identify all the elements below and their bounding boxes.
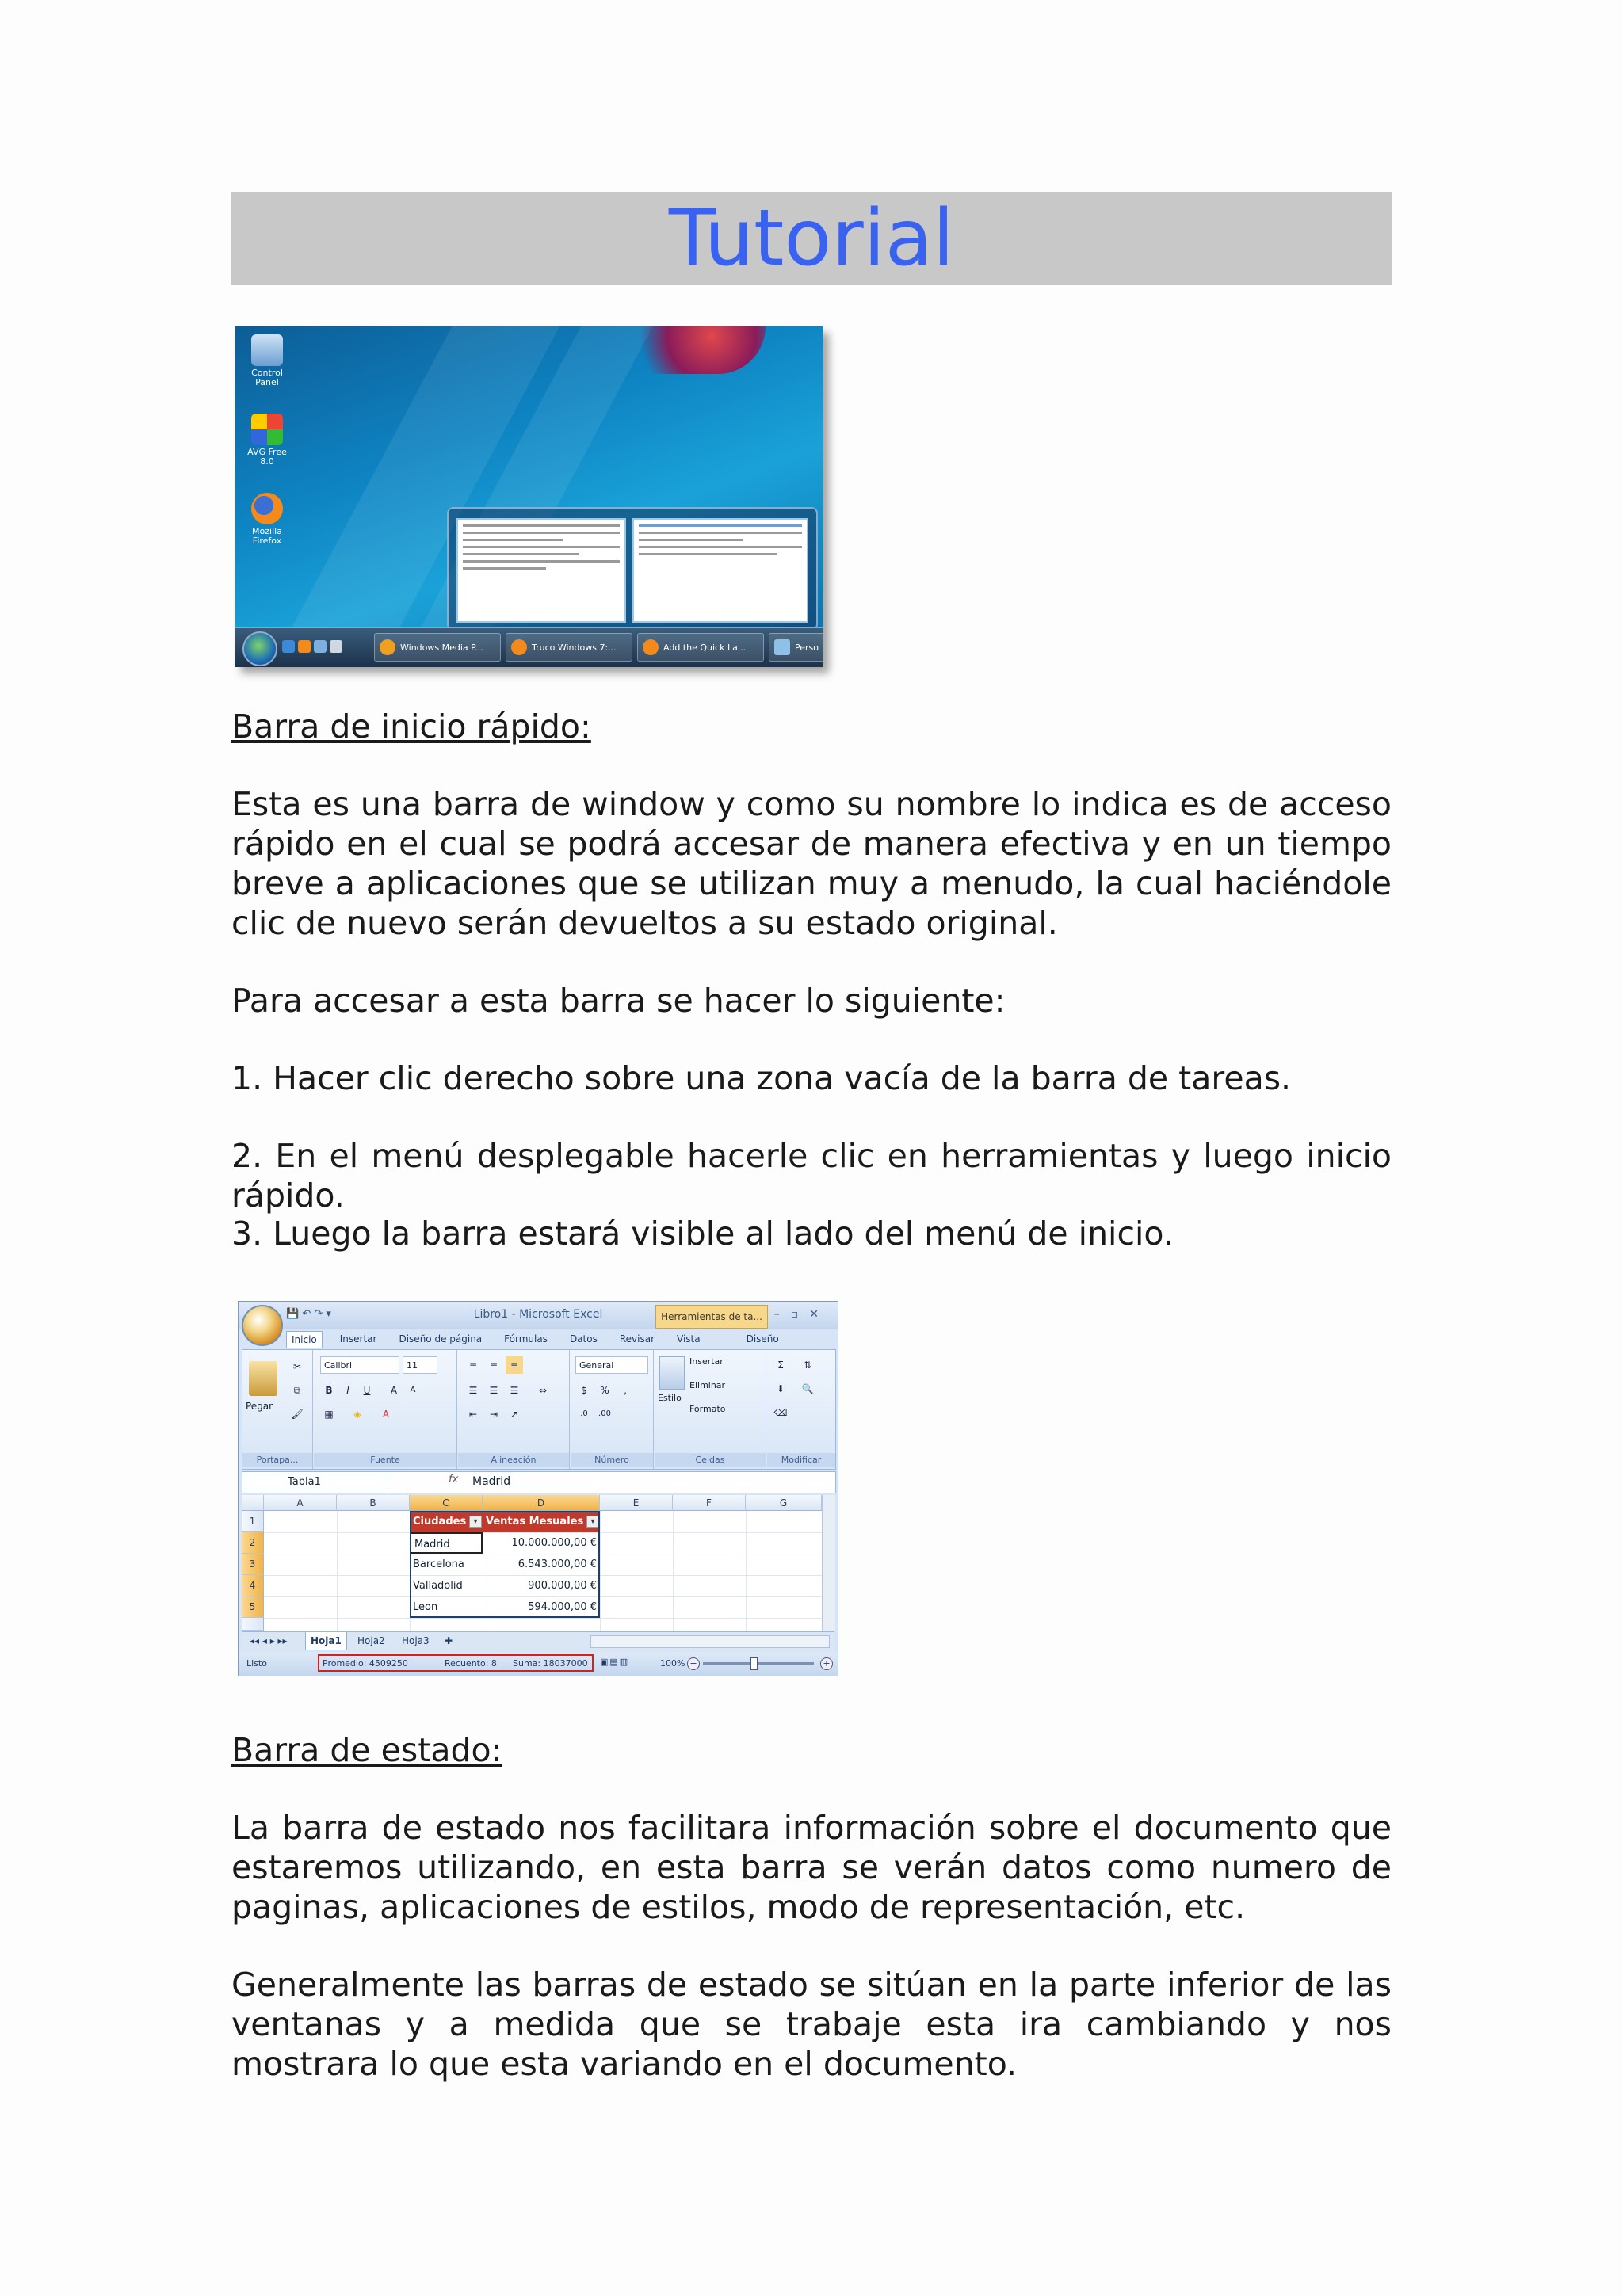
horizontal-scrollbar[interactable] (590, 1635, 830, 1648)
fx-icon[interactable]: fx (449, 1474, 459, 1486)
styles-icon[interactable] (659, 1356, 685, 1390)
row-header[interactable]: 3 (242, 1554, 264, 1575)
view-buttons[interactable]: ▣▤▥ (600, 1657, 630, 1667)
avg-icon (251, 414, 283, 445)
sheet-tabs-bar (242, 1631, 834, 1651)
step-1: 1. Hacer clic derecho sobre una zona vacía de la barra de tareas. (231, 1059, 1292, 1097)
group-number (571, 1350, 654, 1469)
contextual-tab-table-tools[interactable]: Herramientas de ta... (655, 1305, 768, 1329)
align-middle-icon[interactable]: ≡ (489, 1360, 498, 1371)
font-color-icon[interactable]: A (382, 1409, 390, 1420)
firefox-icon (251, 493, 283, 524)
sheet-tab-hoja3[interactable]: Hoja3 (402, 1635, 430, 1646)
shrink-font-icon[interactable]: A (410, 1386, 416, 1394)
monitor-icon (774, 639, 790, 655)
zoom-slider-knob[interactable] (750, 1657, 758, 1670)
align-bottom-icon[interactable]: ≡ (506, 1356, 523, 1374)
font-size-select[interactable]: 11 (403, 1356, 437, 1374)
paragraph: La barra de estado nos facilitara información sobre el documento que estaremos utilizando, en esta barra se verán datos como numero de paginas, aplicaciones de estilos, modo de representación, etc. (231, 1809, 1392, 1926)
group-clipboard (242, 1350, 313, 1469)
media-player-icon (380, 639, 395, 655)
styles-label[interactable]: Estilo (658, 1393, 682, 1403)
taskbar-item-media-player[interactable] (374, 633, 501, 662)
taskbar (235, 627, 823, 667)
find-icon[interactable]: 🔍 (801, 1383, 814, 1394)
align-top-icon[interactable]: ≡ (468, 1360, 478, 1371)
office-button[interactable] (242, 1305, 283, 1346)
ribbon-tabs (286, 1329, 784, 1349)
name-box[interactable]: Tabla1 (246, 1474, 388, 1489)
format-painter-icon[interactable]: 🖌 (291, 1409, 304, 1420)
table-cell[interactable]: 900.000,00 € (528, 1580, 597, 1592)
orientation-icon[interactable]: ↗ (510, 1409, 519, 1420)
desktop-icon-avg[interactable] (242, 414, 292, 467)
gridline (673, 1511, 674, 1631)
taskbar-thumbnail-previews (447, 507, 818, 631)
taskbar-item-firefox-2[interactable] (637, 633, 764, 662)
row-header[interactable]: 4 (242, 1575, 264, 1596)
paragraph: Esta es una barra de window y como su nombre lo indica es de acceso rápido en el cual se podrá accesar de manera efectiva y en un tiempo breve a aplicaciones que se utilizan muy a menudo, la cual haciéndole clic de nuevo serán devueltos a su estado original. (231, 785, 1392, 942)
number-format-select[interactable]: General (575, 1356, 648, 1374)
fish-graphic (631, 326, 766, 374)
taskbar-item-label: Perso (795, 642, 819, 653)
tab-insertar[interactable]: Insertar (339, 1333, 377, 1344)
table-cell[interactable]: 6.543.000,00 € (517, 1558, 597, 1570)
tab-revisar[interactable]: Revisar (619, 1333, 655, 1344)
group-label: Alineación (458, 1453, 569, 1467)
tab-datos[interactable]: Datos (569, 1333, 598, 1344)
borders-icon[interactable]: ▦ (324, 1409, 334, 1420)
table-header-cell[interactable]: Ventas Mesuales ▾ (483, 1511, 600, 1532)
group-label: Portapa... (242, 1453, 312, 1467)
page-title: Tutorial (668, 193, 955, 284)
decrease-indent-icon[interactable]: ⇤ (468, 1409, 478, 1420)
taskbar-item-personalize[interactable] (769, 633, 823, 662)
desktop-icon-control-panel[interactable] (242, 334, 292, 387)
align-left-icon[interactable]: ☰ (468, 1385, 478, 1396)
column-header[interactable]: G (746, 1495, 822, 1511)
gridline (337, 1511, 338, 1631)
step-2: 2. En el menú desplegable hacerle clic en herramientas y luego inicio rápido. (231, 1137, 1392, 1215)
tab-diseno[interactable]: Diseño (746, 1333, 779, 1344)
group-font (314, 1350, 457, 1469)
underline-button[interactable]: U (363, 1385, 371, 1396)
clear-icon[interactable]: ⌫ (773, 1407, 788, 1418)
copy-icon[interactable]: ⧉ (293, 1385, 301, 1396)
grow-font-icon[interactable]: A (390, 1385, 398, 1396)
group-alignment (458, 1350, 570, 1469)
window-thumbnail[interactable] (456, 518, 626, 623)
gridline (746, 1511, 747, 1631)
format-cells-button[interactable]: Formato (689, 1404, 726, 1414)
group-label: Número (571, 1453, 653, 1467)
formula-bar (242, 1471, 836, 1493)
sheet-tab-hoja2[interactable]: Hoja2 (357, 1635, 385, 1646)
currency-icon[interactable]: $ (581, 1385, 587, 1396)
group-label: Fuente (314, 1453, 456, 1467)
column-header[interactable]: C (410, 1495, 483, 1511)
taskbar-item-label: Windows Media P... (400, 642, 483, 653)
row-header[interactable]: 2 (242, 1532, 264, 1554)
zoom-slider[interactable] (703, 1662, 814, 1665)
zoom-level[interactable]: 100% (660, 1658, 685, 1669)
column-header[interactable]: F (673, 1495, 746, 1511)
control-panel-icon (251, 334, 283, 366)
desktop-icon-label: AVG Free 8.0 (247, 447, 287, 467)
formula-input[interactable]: Madrid (472, 1475, 511, 1488)
step-3: 3. Luego la barra estará visible al lado del menú de inicio. (231, 1215, 1174, 1253)
window-controls[interactable]: –▫✕ (773, 1308, 830, 1321)
taskbar-item-label: Add the Quick La... (663, 642, 747, 653)
row-header[interactable]: 5 (242, 1596, 264, 1618)
section-heading-quick-launch: Barra de inicio rápido: (231, 707, 591, 746)
table-cell[interactable]: 10.000.000,00 € (511, 1537, 597, 1549)
firefox-icon[interactable] (298, 640, 311, 653)
table-outline (410, 1511, 600, 1618)
gridline (264, 1618, 822, 1619)
taskbar-item-label: Truco Windows 7:... (532, 642, 617, 653)
excel-titlebar (239, 1302, 838, 1329)
comma-icon[interactable]: , (624, 1385, 627, 1396)
decrease-decimal-icon[interactable]: .00 (598, 1409, 611, 1418)
align-right-icon[interactable]: ☰ (510, 1385, 519, 1396)
status-average: Promedio: 4509250 (323, 1658, 408, 1669)
paste-icon[interactable] (249, 1361, 277, 1396)
align-center-icon[interactable]: ☰ (489, 1385, 498, 1396)
font-name-select[interactable]: Calibri (320, 1356, 399, 1374)
firefox-icon (643, 639, 659, 655)
insert-sheet-icon[interactable]: ✚ (445, 1635, 453, 1646)
table-cell-active[interactable]: Madrid (410, 1532, 483, 1554)
excel-screenshot (238, 1301, 838, 1676)
window-switcher-icon[interactable] (330, 640, 342, 653)
firefox-icon (511, 639, 527, 655)
group-label: Celdas (655, 1453, 766, 1467)
status-sum: Suma: 18037000 (513, 1658, 588, 1669)
worksheet-grid[interactable] (242, 1495, 822, 1631)
show-desktop-icon[interactable] (314, 640, 327, 653)
ie-icon[interactable] (282, 640, 295, 653)
group-cells (655, 1350, 766, 1469)
sheet-nav-arrows[interactable]: ◂◂ ◂ ▸ ▸▸ (250, 1635, 288, 1646)
table-cell[interactable]: 594.000,00 € (528, 1601, 597, 1613)
group-editing (767, 1350, 835, 1469)
desktop-icon-label: Control Panel (251, 368, 283, 387)
insert-cells-button[interactable]: Insertar (689, 1356, 724, 1367)
status-bar (239, 1652, 838, 1676)
table-header-cell[interactable]: Ciudades ▾ (410, 1511, 483, 1532)
table-cell[interactable]: Valladolid (413, 1580, 463, 1592)
status-ready: Listo (246, 1658, 267, 1669)
sheet-tab-hoja1[interactable]: Hoja1 (305, 1632, 347, 1650)
quick-access-toolbar[interactable]: 💾 ↶ ↷ ▾ (286, 1308, 331, 1320)
delete-cells-button[interactable]: Eliminar (689, 1380, 726, 1390)
tab-diseno-pagina[interactable]: Diseño de página (399, 1333, 483, 1344)
start-button[interactable] (242, 631, 277, 666)
sort-filter-icon[interactable]: ⇅ (803, 1360, 812, 1371)
row-header[interactable]: 1 (242, 1511, 264, 1532)
zoom-out-button[interactable]: − (687, 1657, 700, 1670)
merge-icon[interactable]: ⇔ (538, 1385, 548, 1396)
table-cell[interactable]: Barcelona (413, 1558, 464, 1570)
paste-label[interactable]: Pegar (246, 1401, 273, 1412)
title-banner (231, 192, 1392, 285)
section-heading-status-bar: Barra de estado: (231, 1731, 502, 1769)
italic-button[interactable]: I (346, 1385, 349, 1396)
gridline (600, 1511, 601, 1631)
row-header[interactable] (242, 1618, 264, 1631)
cut-icon[interactable]: ✂ (292, 1361, 302, 1372)
increase-indent-icon[interactable]: ⇥ (489, 1409, 498, 1420)
tab-formulas[interactable]: Fórmulas (504, 1333, 548, 1344)
fill-color-icon[interactable]: ◈ (353, 1409, 361, 1420)
increase-decimal-icon[interactable]: .0 (580, 1409, 588, 1418)
taskbar-item-firefox-1[interactable] (506, 633, 632, 662)
bold-button[interactable]: B (325, 1385, 333, 1396)
paragraph: Para accesar a esta barra se hacer lo siguiente: (231, 982, 1006, 1020)
zoom-in-button[interactable]: + (820, 1657, 833, 1670)
desktop-icon-firefox[interactable] (242, 493, 292, 546)
select-all-corner[interactable] (242, 1495, 264, 1511)
group-label: Modificar (767, 1453, 835, 1467)
paragraph: Generalmente las barras de estado se sitúan en la parte inferior de las ventanas y a medida que se trabaje esta ira cambiando y nos mostrara lo que esta variando en el documento. (231, 1966, 1392, 2083)
status-count: Recuento: 8 (445, 1658, 497, 1669)
fill-icon[interactable]: ⬇ (776, 1383, 785, 1394)
desktop-icon-label: Mozilla Firefox (252, 526, 282, 546)
table-cell[interactable]: Leon (413, 1601, 438, 1613)
tab-vista[interactable]: Vista (677, 1333, 701, 1344)
percent-icon[interactable]: % (600, 1385, 609, 1396)
vertical-scrollbar[interactable] (822, 1495, 835, 1631)
autosum-icon[interactable]: Σ (777, 1360, 784, 1371)
desktop-screenshot (235, 326, 823, 667)
column-header[interactable]: D (483, 1495, 600, 1511)
column-header[interactable]: A (264, 1495, 337, 1511)
column-header[interactable]: B (337, 1495, 410, 1511)
column-header[interactable]: E (600, 1495, 673, 1511)
window-title: Libro1 - Microsoft Excel (473, 1308, 603, 1321)
window-thumbnail[interactable] (632, 518, 808, 623)
tab-inicio[interactable]: Inicio (286, 1331, 323, 1348)
ribbon (242, 1349, 836, 1470)
